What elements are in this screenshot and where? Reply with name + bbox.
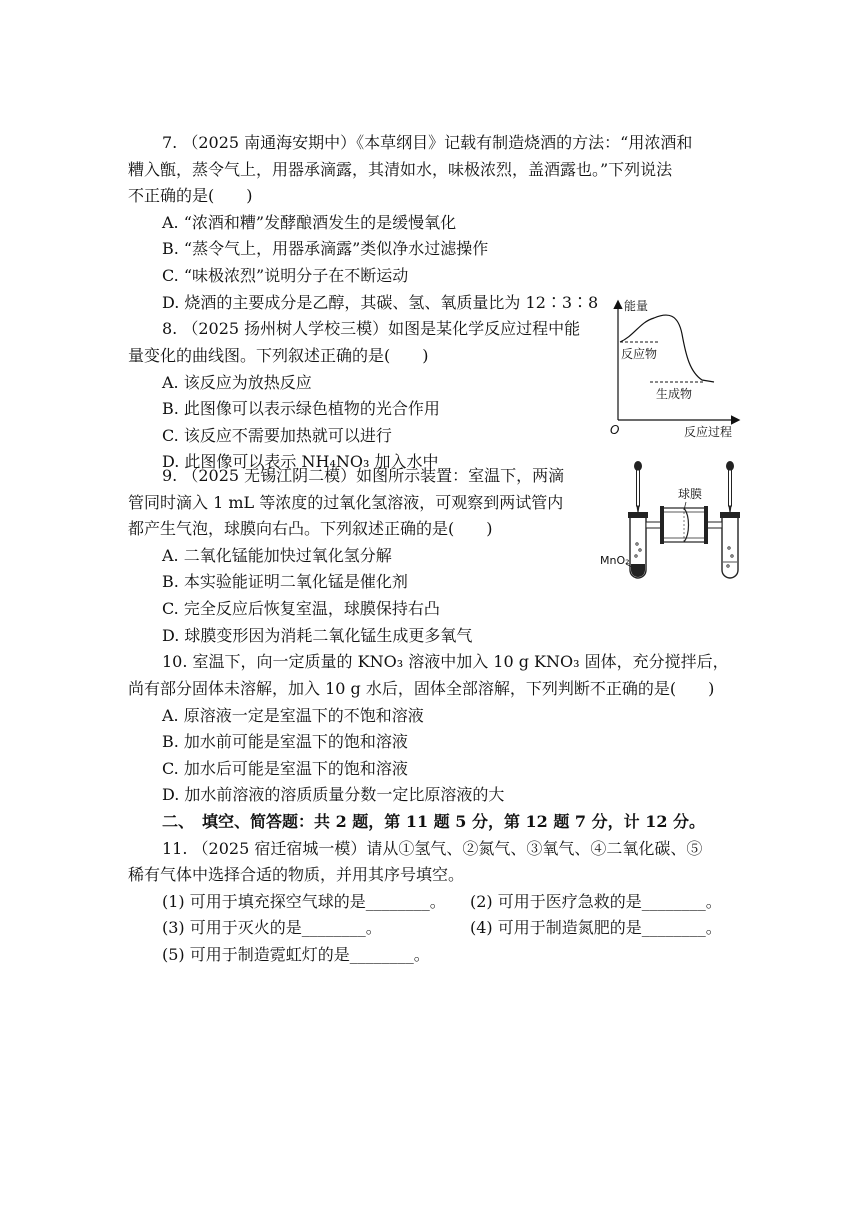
- q7-option-d: D. 烧酒的主要成分是乙醇，其碳、氢、氧质量比为 12∶3∶8: [162, 293, 599, 312]
- q7-option-b: B. “蒸令气上，用器承滴露”类似净水过滤操作: [162, 239, 489, 258]
- q7-option-c: C. “味极浓烈”说明分子在不断运动: [162, 266, 409, 285]
- q10-option-b: B. 加水前可能是室温下的饱和溶液: [162, 732, 408, 751]
- q11-stem-line1: 11. （2025 宿迁宿城一模）请从①氢气、②氮气、③氧气、④二氧化碳、⑤: [162, 839, 703, 858]
- left-test-tube: [628, 512, 648, 578]
- q11-stem-line2: 稀有气体中选择合适的物质，并用其序号填空。: [128, 865, 465, 884]
- q11-item-5: (5) 可用于制造霓虹灯的是________。: [162, 945, 430, 964]
- q8-stem-line2: 量变化的曲线图。下列叙述正确的是( ): [128, 346, 429, 365]
- q7-option-a: A. “浓酒和糟”发酵酿酒发生的是缓慢氧化: [162, 213, 457, 232]
- reactant-label: 反应物: [621, 347, 658, 361]
- q9-stem-line2: 管同时滴入 1 mL 等浓度的过氧化氢溶液，可观察到两试管内: [128, 493, 564, 512]
- q9-option-a: A. 二氧化锰能加快过氧化氢分解: [162, 546, 392, 565]
- q7-stem-line1: 7. （2025 南通海安期中）《本草纲目》记载有制造烧酒的方法：“用浓酒和: [162, 133, 693, 152]
- right-test-tube: [720, 512, 740, 578]
- q8-stem-line1: 8. （2025 扬州树人学校三模）如图是某化学反应过程中能: [162, 319, 581, 338]
- product-label: 生成物: [656, 387, 693, 401]
- mno2-label: MnO₂: [600, 554, 630, 567]
- q8-option-b: B. 此图像可以表示绿色植物的光合作用: [162, 399, 440, 418]
- membrane-chamber: [660, 502, 708, 544]
- q10-stem-line1: 10. 室温下，向一定质量的 KNO₃ 溶液中加入 10 g KNO₃ 固体，充分搅拌后，: [162, 652, 729, 671]
- q9-stem-line1: 9. （2025 无锡江阴二模）如图所示装置：室温下，两滴: [162, 466, 565, 485]
- origin-label: O: [610, 423, 620, 437]
- section-heading: 二、 填空、简答题：共 2 题，第 11 题 5 分，第 12 题 7 分，计 12 分。: [162, 812, 706, 831]
- q10-stem-line2: 尚有部分固体未溶解，加入 10 g 水后，固体全部溶解，下列判断不正确的是( ): [128, 679, 715, 698]
- q9-stem-line3: 都产生气泡，球膜向右凸。下列叙述正确的是( ): [128, 519, 493, 538]
- left-connector: [646, 522, 662, 528]
- membrane-label: 球膜: [678, 487, 703, 501]
- right-dropper: [726, 461, 734, 516]
- q10-option-c: C. 加水后可能是室温下的饱和溶液: [162, 759, 408, 778]
- q8-option-c: C. 该反应不需要加热就可以进行: [162, 426, 392, 445]
- q9-option-c: C. 完全反应后恢复室温，球膜保持右凸: [162, 599, 440, 618]
- q10-option-a: A. 原溶液一定是室温下的不饱和溶液: [162, 706, 424, 725]
- q11-item-3: (3) 可用于灭火的是________。: [162, 918, 382, 937]
- q9-option-b: B. 本实验能证明二氧化锰是催化剂: [162, 572, 408, 591]
- apparatus-diagram: [600, 456, 750, 586]
- q8-option-a: A. 该反应为放热反应: [162, 373, 312, 392]
- q10-option-d: D. 加水前溶液的溶质质量分数一定比原溶液的大: [162, 785, 505, 804]
- left-dropper: [634, 461, 642, 516]
- y-axis-label: 能量: [624, 299, 649, 313]
- q9-option-d: D. 球膜变形因为消耗二氧化锰生成更多氧气: [162, 626, 473, 645]
- q8-option-d: D. 此图像可以表示 NH₄NO₃ 加入水中: [162, 452, 439, 471]
- q7-stem-line3: 不正确的是( ): [128, 186, 253, 205]
- right-connector: [706, 522, 722, 528]
- q7-stem-line2: 糟入甑，蒸令气上，用器承滴露，其清如水，味极浓烈，盖酒露也。”下列说法: [128, 160, 673, 179]
- x-axis-label: 反应过程: [684, 425, 733, 439]
- q11-item-2: (2) 可用于医疗急救的是________。: [470, 892, 722, 911]
- q11-item-4: (4) 可用于制造氮肥的是________。: [470, 918, 722, 937]
- energy-diagram: [604, 296, 744, 442]
- q11-item-1: (1) 可用于填充探空气球的是________。: [162, 892, 446, 911]
